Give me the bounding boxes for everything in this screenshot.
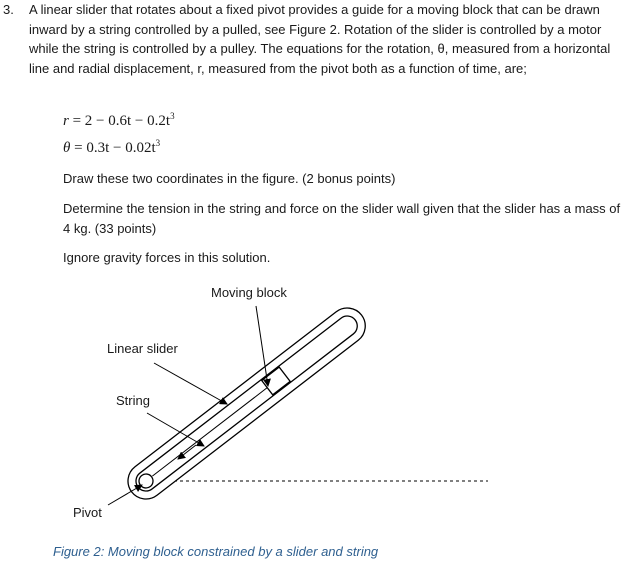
equation-theta-lhs: θ — [63, 140, 71, 156]
equation-theta-exponent: 3 — [155, 138, 161, 148]
linear-slider-body — [121, 301, 373, 506]
label-pivot: Pivot — [73, 505, 102, 520]
equation-r-rhs: = 2 − 0.6t − 0.2t — [72, 113, 171, 129]
label-moving-block: Moving block — [211, 285, 287, 300]
linear-slider-pointer — [154, 363, 227, 404]
instruction-ignore: Ignore gravity forces in this solution. — [63, 250, 271, 265]
label-string: String — [116, 393, 150, 408]
problem-text: A linear slider that rotates about a fixed pivot provides a guide for a moving block that can be drawn inward by a string controlled by a pulled, see Figure 2. Rotation of the slider is controlled by a motor while the string is controlled by a pulley. The equations for the rotation, θ, measured from a horizontal line and radial displacement, r, measured from the pivot both as a function of time, are; — [29, 2, 611, 76]
label-linear-slider: Linear slider — [107, 341, 178, 356]
figure-caption: Figure 2: Moving block constrained by a slider and string — [53, 544, 379, 559]
instruction-draw: Draw these two coordinates in the figure. (2 bonus points) — [63, 171, 396, 186]
equation-theta-rhs: = 0.3t − 0.02t — [74, 140, 156, 156]
equation-r-lhs: r — [63, 113, 69, 129]
equation-r-exponent: 3 — [170, 111, 175, 121]
problem-number: 3. — [3, 2, 14, 17]
instruction-determine: Determine the tension in the string and force on the slider wall given that the slider has a mass of 4 kg. (33 points) — [63, 201, 621, 236]
string-line — [152, 388, 267, 476]
